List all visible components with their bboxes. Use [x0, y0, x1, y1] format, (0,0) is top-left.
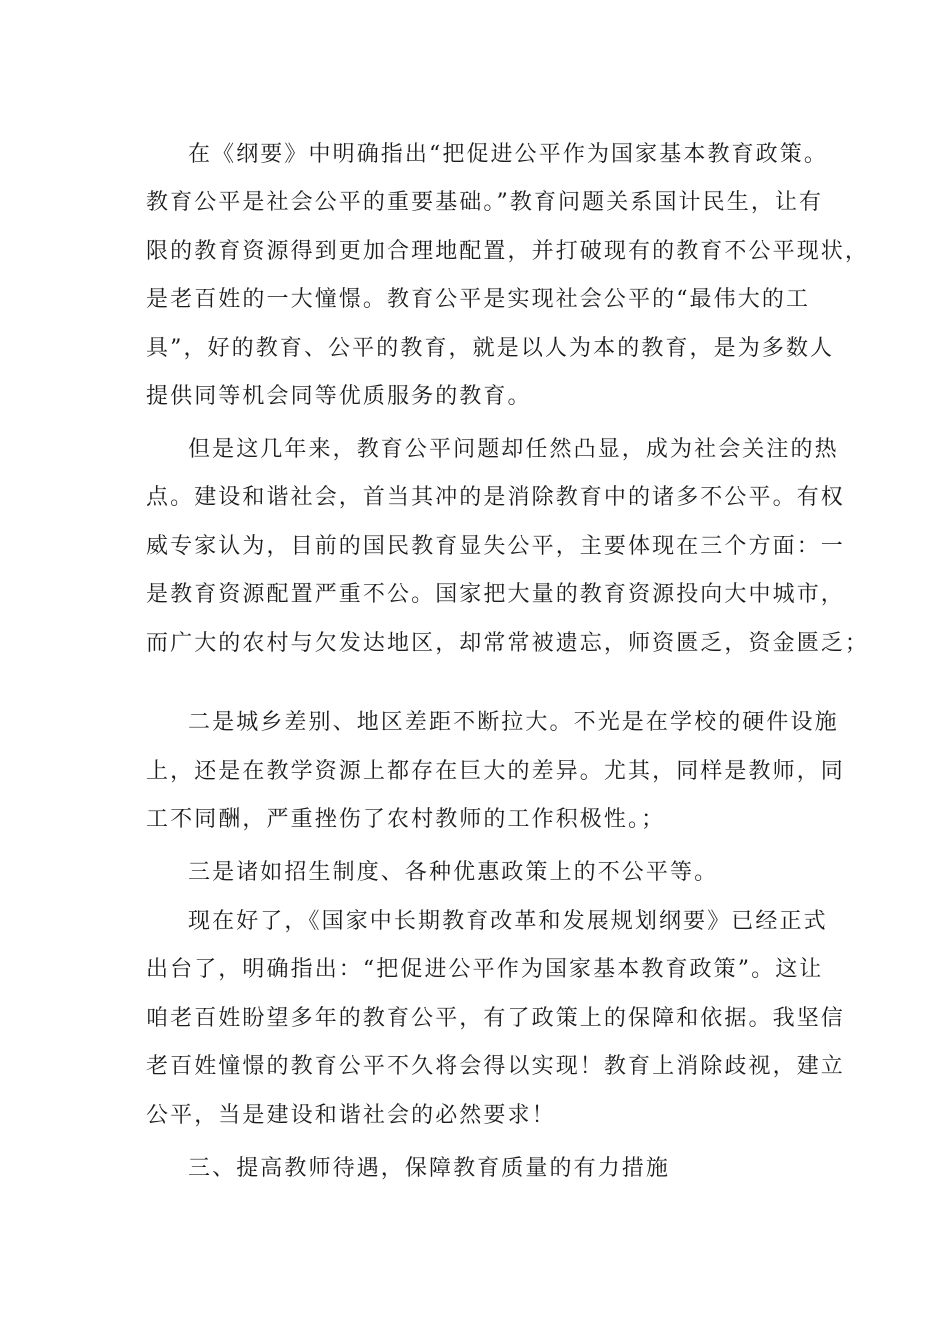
paragraph-3-line-2: 上，还是在教学资源上都存在巨大的差异。尤其，同样是教师，同 [146, 759, 845, 784]
paragraph-3-line-3: 工不同酬，严重挫伤了农村教师的工作积极性。； [146, 807, 666, 832]
paragraph-2-line-5: 而广大的农村与欠发达地区，却常常被遗忘，师资匮乏，资金匮乏； [146, 631, 870, 656]
paragraph-1-line-2: 教育公平是社会公平的重要基础。”教育问题关系国计民生，让有 [146, 190, 824, 215]
paragraph-2-line-4: 是教育资源配置严重不公。国家把大量的教育资源投向大中城市， [146, 582, 845, 607]
paragraph-5-line-1: 现在好了，《国家中长期教育改革和发展规划纲要》已经正式 [188, 909, 828, 934]
paragraph-1-line-6: 提供同等机会同等优质服务的教育。 [146, 384, 532, 409]
paragraph-5-line-2: 出台了，明确指出：“把促进公平作为国家基本教育政策”。这让 [146, 957, 824, 982]
paragraph-2-line-1: 但是这几年来，教育公平问题却任然凸显，成为社会关注的热 [188, 437, 839, 462]
paragraph-1-line-1: 在《纲要》中明确指出“把促进公平作为国家基本教育政策。 [188, 142, 828, 167]
paragraph-5-line-3: 咱老百姓盼望多年的教育公平，有了政策上的保障和依据。我坚信 [146, 1006, 845, 1031]
paragraph-4-line-1: 三是诸如招生制度、各种优惠政策上的不公平等。 [188, 860, 719, 885]
paragraph-5-line-4: 老百姓憧憬的教育公平不久将会得以实现！教育上消除歧视，建立 [146, 1054, 845, 1079]
paragraph-5-line-5: 公平，当是建设和谐社会的必然要求！ [146, 1103, 556, 1128]
paragraph-2-line-3: 威专家认为，目前的国民教育显失公平，主要体现在三个方面：一 [146, 534, 845, 559]
section-heading: 三、提高教师待遇，保障教育质量的有力措施 [188, 1156, 671, 1181]
paragraph-1-line-4: 是老百姓的一大憧憬。教育公平是实现社会公平的“最伟大的工 [146, 287, 811, 312]
paragraph-1-line-3: 限的教育资源得到更加合理地配置，并打破现有的教育不公平现状， [146, 239, 870, 264]
paragraph-2-line-2: 点。建设和谐社会，首当其冲的是消除教育中的诸多不公平。有权 [146, 485, 845, 510]
paragraph-1-line-5: 具”，好的教育、公平的教育，就是以人为本的教育，是为多数人 [146, 336, 835, 361]
paragraph-3-line-1: 二是城乡差别、地区差距不断拉大。不光是在学校的硬件设施 [188, 710, 839, 735]
